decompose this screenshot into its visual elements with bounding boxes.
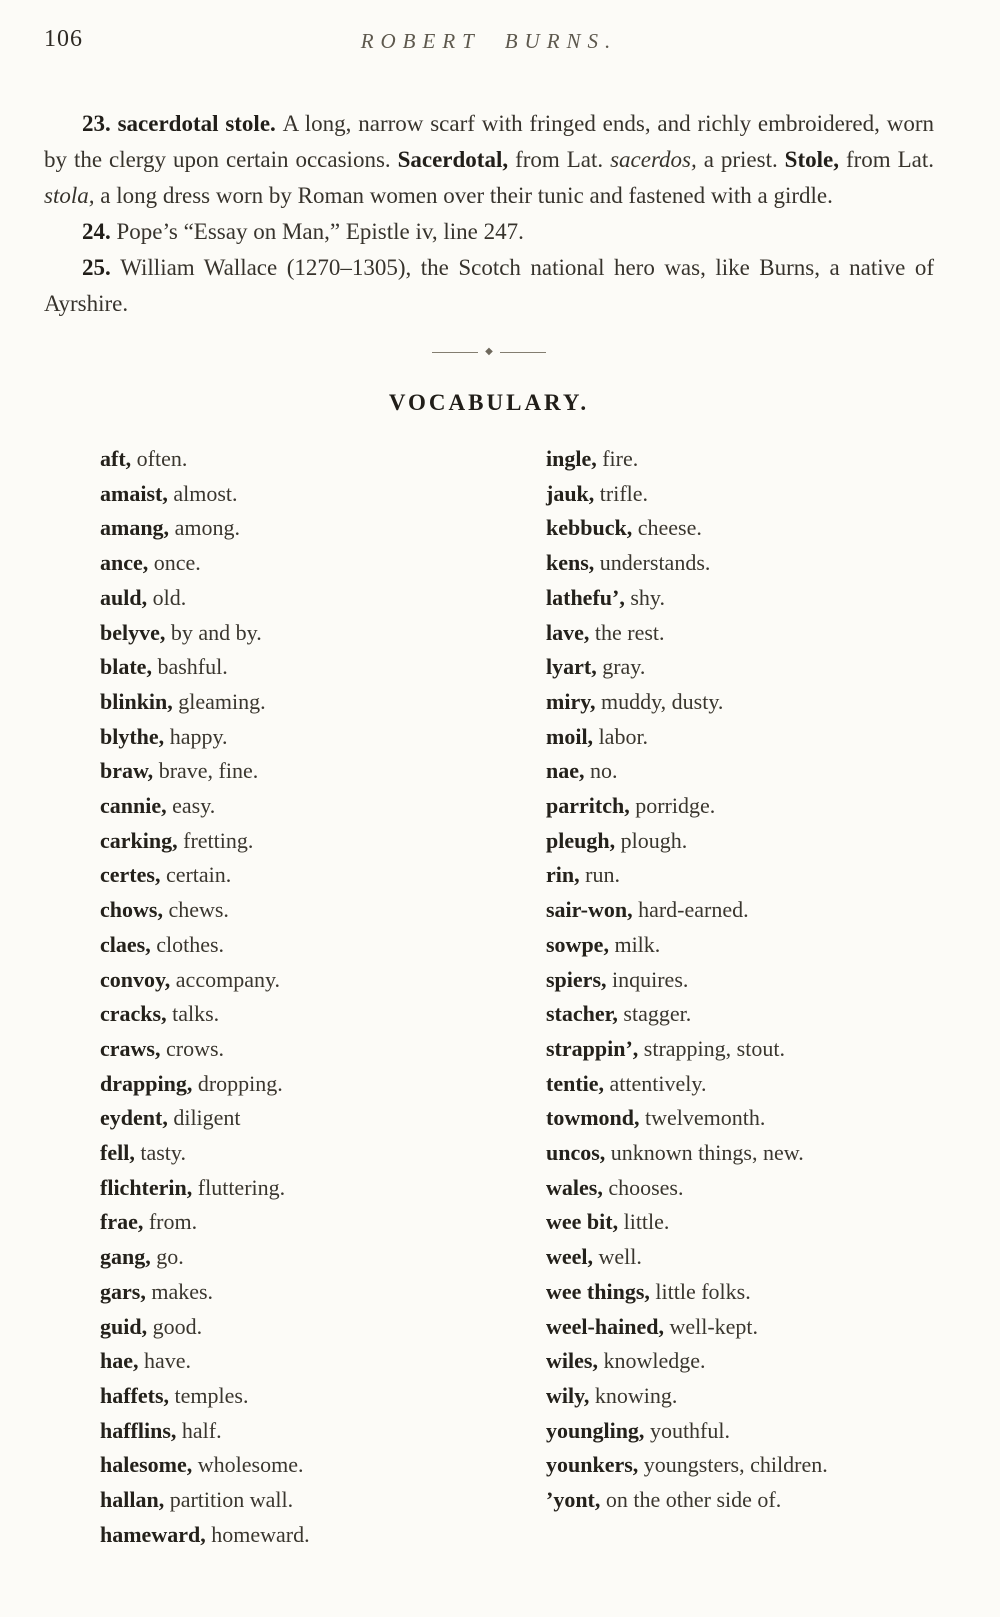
vocab-definition: temples. bbox=[174, 1382, 249, 1408]
vocabulary-columns bbox=[44, 442, 934, 1553]
vocab-term: miry, bbox=[546, 688, 596, 714]
vocab-entry bbox=[100, 1414, 490, 1449]
vocab-term: hallan, bbox=[100, 1487, 165, 1513]
vocab-definition: once. bbox=[153, 550, 201, 576]
notes-section bbox=[44, 106, 934, 322]
vocab-entry bbox=[100, 616, 490, 651]
vocab-entry bbox=[100, 1518, 490, 1553]
vocab-definition: half. bbox=[181, 1417, 222, 1443]
vocab-term: chows, bbox=[100, 897, 163, 923]
vocab-entry bbox=[100, 1379, 490, 1414]
vocab-term: stacher, bbox=[546, 1001, 618, 1027]
vocab-entry bbox=[100, 1310, 490, 1345]
vocab-entry bbox=[100, 442, 490, 477]
vocab-entry bbox=[100, 1171, 490, 1206]
vocab-term: frae, bbox=[100, 1209, 144, 1235]
vocab-definition: among. bbox=[174, 515, 240, 541]
vocab-entry bbox=[546, 1379, 934, 1414]
vocab-definition: on the other side of. bbox=[605, 1487, 782, 1513]
vocab-definition: by and by. bbox=[170, 619, 262, 645]
vocab-definition: understands. bbox=[599, 550, 711, 576]
vocab-definition: happy. bbox=[169, 723, 228, 749]
vocab-definition: cheese. bbox=[637, 515, 702, 541]
vocab-entry bbox=[100, 1344, 490, 1379]
vocab-entry bbox=[100, 1101, 490, 1136]
vocab-term: pleugh, bbox=[546, 827, 616, 853]
vocab-entry bbox=[100, 789, 490, 824]
vocab-entry bbox=[546, 754, 934, 789]
vocab-definition: gray. bbox=[602, 654, 646, 680]
divider-line bbox=[500, 352, 546, 353]
vocab-entry bbox=[546, 477, 934, 512]
vocab-term: rin, bbox=[546, 862, 580, 888]
vocab-definition: knowing. bbox=[594, 1382, 678, 1408]
note-text-segment: sacerdotal stole. bbox=[117, 111, 283, 136]
vocab-definition: plough. bbox=[620, 827, 688, 853]
vocab-term: braw, bbox=[100, 758, 154, 784]
note-text-segment: from Lat. bbox=[515, 147, 611, 172]
vocab-definition: well. bbox=[598, 1244, 642, 1270]
vocab-term: cannie, bbox=[100, 793, 167, 819]
vocab-definition: fire. bbox=[602, 446, 639, 471]
vocab-term: belyve, bbox=[100, 619, 166, 645]
vocab-definition: run. bbox=[585, 862, 620, 888]
vocab-definition: no. bbox=[590, 758, 618, 784]
vocab-entry bbox=[100, 1067, 490, 1102]
vocab-term: strappin’, bbox=[546, 1035, 639, 1061]
vocab-definition: attentively. bbox=[609, 1070, 707, 1096]
vocab-entry bbox=[546, 442, 934, 477]
vocab-entry bbox=[546, 1067, 934, 1102]
vocab-term: aft, bbox=[100, 446, 132, 471]
note-text-segment: sacerdos, bbox=[610, 147, 704, 172]
vocab-entry bbox=[546, 1344, 934, 1379]
vocab-definition: fluttering. bbox=[197, 1174, 286, 1200]
vocab-definition: old. bbox=[152, 584, 187, 610]
vocab-entry bbox=[546, 1483, 934, 1518]
vocab-entry bbox=[546, 511, 934, 546]
vocab-entry bbox=[546, 1448, 934, 1483]
note-text-segment: from Lat. bbox=[845, 147, 934, 172]
vocab-entry bbox=[546, 1275, 934, 1310]
vocab-term: blythe, bbox=[100, 723, 165, 749]
vocab-term: gang, bbox=[100, 1244, 151, 1270]
note-text-segment: A long, narrow scarf with fringed ends, and richly embroidered, worn by the clergy upon certain occasions. bbox=[44, 111, 934, 172]
vocab-term: wiles, bbox=[546, 1348, 598, 1374]
vocab-definition: accompany. bbox=[175, 966, 281, 992]
vocab-definition: muddy, dusty. bbox=[601, 688, 724, 714]
vocab-definition: wholesome. bbox=[197, 1452, 304, 1478]
note-text-segment: a priest. bbox=[703, 147, 785, 172]
vocab-term: lathefu’, bbox=[546, 584, 625, 610]
vocab-definition: from. bbox=[148, 1209, 198, 1235]
vocab-entry bbox=[100, 1483, 490, 1518]
vocab-definition: unknown things, new. bbox=[610, 1140, 804, 1166]
vocab-entry bbox=[546, 1240, 934, 1275]
vocab-term: ingle, bbox=[546, 446, 597, 471]
vocab-entry bbox=[546, 720, 934, 755]
vocab-entry bbox=[546, 685, 934, 720]
vocab-definition: trifle. bbox=[599, 480, 649, 506]
vocab-entry bbox=[100, 997, 490, 1032]
vocab-term: craws, bbox=[100, 1035, 161, 1061]
vocab-definition: chews. bbox=[168, 897, 229, 923]
vocab-definition: partition wall. bbox=[169, 1487, 294, 1513]
note-text-segment: stola, bbox=[44, 183, 101, 208]
vocab-definition: certain. bbox=[165, 862, 232, 888]
running-head bbox=[44, 26, 934, 64]
vocab-entry bbox=[546, 616, 934, 651]
vocab-term: jauk, bbox=[546, 480, 595, 506]
vocab-definition: dropping. bbox=[197, 1070, 283, 1096]
vocab-entry bbox=[100, 928, 490, 963]
note-text-segment: Stole, bbox=[784, 147, 846, 172]
vocab-definition: almost. bbox=[173, 480, 238, 506]
vocab-entry bbox=[100, 963, 490, 998]
vocab-definition: little folks. bbox=[655, 1278, 751, 1304]
vocab-term: drapping, bbox=[100, 1070, 193, 1096]
vocab-entry bbox=[546, 893, 934, 928]
vocab-definition: fretting. bbox=[183, 827, 254, 853]
vocab-entry bbox=[100, 1448, 490, 1483]
vocab-entry bbox=[546, 546, 934, 581]
vocab-entry bbox=[546, 997, 934, 1032]
vocab-entry bbox=[100, 720, 490, 755]
vocab-column-right bbox=[490, 442, 934, 1553]
vocab-term: sowpe, bbox=[546, 931, 609, 957]
vocab-entry bbox=[546, 1414, 934, 1449]
vocab-term: eydent, bbox=[100, 1105, 168, 1131]
vocab-definition: youthful. bbox=[649, 1417, 730, 1443]
vocab-term: lave, bbox=[546, 619, 590, 645]
vocab-definition: strapping, stout. bbox=[643, 1035, 785, 1061]
vocab-entry bbox=[546, 1101, 934, 1136]
running-title: ROBERT BURNS. bbox=[360, 29, 618, 53]
note-paragraph-24 bbox=[44, 214, 934, 250]
note-text-segment: William Wallace (1270–1305), the Scotch national hero was, like Burns, a native of Ayrshire. bbox=[44, 255, 934, 316]
note-paragraph-25 bbox=[44, 250, 934, 322]
vocab-definition: often. bbox=[136, 446, 188, 471]
vocab-entry bbox=[546, 1032, 934, 1067]
vocab-term: ance, bbox=[100, 550, 149, 576]
divider-line bbox=[432, 352, 478, 353]
vocab-definition: porridge. bbox=[635, 793, 716, 819]
note-text-segment: 23. bbox=[82, 111, 118, 136]
vocab-entry bbox=[546, 963, 934, 998]
vocab-definition: gleaming. bbox=[178, 688, 266, 714]
vocab-definition: talks. bbox=[172, 1001, 220, 1027]
vocab-entry bbox=[100, 650, 490, 685]
vocabulary-title: VOCABULARY. bbox=[388, 390, 590, 415]
vocab-term: younkers, bbox=[546, 1452, 639, 1478]
vocab-term: flichterin, bbox=[100, 1174, 193, 1200]
vocab-entry bbox=[100, 1275, 490, 1310]
vocab-entry bbox=[546, 928, 934, 963]
vocab-entry bbox=[100, 824, 490, 859]
vocab-term: fell, bbox=[100, 1140, 135, 1166]
vocab-term: lyart, bbox=[546, 654, 597, 680]
vocab-entry bbox=[546, 1205, 934, 1240]
vocab-entry bbox=[100, 1136, 490, 1171]
vocab-definition: hard-earned. bbox=[638, 897, 749, 923]
vocab-entry bbox=[546, 1310, 934, 1345]
vocab-definition: crows. bbox=[165, 1035, 225, 1061]
note-text-segment: 24. bbox=[82, 219, 117, 244]
vocab-term: blate, bbox=[100, 654, 152, 680]
vocab-definition: clothes. bbox=[156, 931, 225, 957]
vocab-entry bbox=[100, 546, 490, 581]
vocab-column-left bbox=[44, 442, 490, 1553]
vocab-definition: youngsters, children. bbox=[643, 1452, 828, 1478]
vocab-entry bbox=[100, 581, 490, 616]
vocab-term: wee things, bbox=[546, 1278, 650, 1304]
vocab-term: ’yont, bbox=[546, 1487, 601, 1513]
vocab-entry bbox=[100, 1205, 490, 1240]
vocab-definition: twelvemonth. bbox=[645, 1105, 766, 1131]
vocab-definition: easy. bbox=[172, 793, 216, 819]
vocab-entry bbox=[546, 1171, 934, 1206]
vocab-entry bbox=[100, 754, 490, 789]
vocab-term: sair-won, bbox=[546, 897, 633, 923]
vocab-term: weel, bbox=[546, 1244, 594, 1270]
vocab-term: youngling, bbox=[546, 1417, 645, 1443]
vocab-definition: homeward. bbox=[211, 1521, 310, 1547]
vocab-entry bbox=[546, 858, 934, 893]
vocab-term: blinkin, bbox=[100, 688, 173, 714]
vocab-term: haffets, bbox=[100, 1382, 170, 1408]
vocab-entry bbox=[100, 477, 490, 512]
section-divider bbox=[44, 344, 934, 360]
vocab-term: gars, bbox=[100, 1278, 146, 1304]
vocab-term: hae, bbox=[100, 1348, 139, 1374]
vocab-term: towmond, bbox=[546, 1105, 640, 1131]
vocab-term: uncos, bbox=[546, 1140, 606, 1166]
vocab-term: tentie, bbox=[546, 1070, 605, 1096]
vocab-entry bbox=[100, 1240, 490, 1275]
vocab-term: weel-hained, bbox=[546, 1313, 664, 1339]
vocab-entry bbox=[100, 893, 490, 928]
vocab-term: wee bit, bbox=[546, 1209, 619, 1235]
vocab-term: guid, bbox=[100, 1313, 148, 1339]
vocab-term: certes, bbox=[100, 862, 161, 888]
note-text-segment: Sacerdotal, bbox=[397, 147, 516, 172]
note-text-segment: 25. bbox=[82, 255, 121, 280]
vocab-entry bbox=[100, 1032, 490, 1067]
vocab-definition: go. bbox=[156, 1244, 184, 1270]
vocab-definition: have. bbox=[144, 1348, 192, 1374]
vocab-definition: bashful. bbox=[157, 654, 228, 680]
vocab-term: convoy, bbox=[100, 966, 171, 992]
vocab-term: kebbuck, bbox=[546, 515, 633, 541]
vocab-term: spiers, bbox=[546, 966, 607, 992]
vocab-term: auld, bbox=[100, 584, 148, 610]
note-text-segment: Pope’s “Essay on Man,” Epistle iv, line 247. bbox=[116, 219, 524, 244]
vocab-entry bbox=[546, 581, 934, 616]
vocab-entry bbox=[546, 824, 934, 859]
vocab-definition: well-kept. bbox=[669, 1313, 759, 1339]
vocab-term: parritch, bbox=[546, 793, 630, 819]
vocab-entry bbox=[546, 1136, 934, 1171]
page-number: 106 bbox=[44, 26, 83, 52]
vocab-entry bbox=[100, 858, 490, 893]
vocab-term: amang, bbox=[100, 515, 170, 541]
vocab-entry bbox=[100, 685, 490, 720]
vocab-definition: diligent bbox=[173, 1105, 241, 1131]
vocab-definition: tasty. bbox=[140, 1140, 186, 1166]
vocab-term: amaist, bbox=[100, 480, 168, 506]
vocab-definition: the rest. bbox=[594, 619, 665, 645]
vocab-term: nae, bbox=[546, 758, 585, 784]
note-paragraph-23 bbox=[44, 106, 934, 214]
vocab-entry bbox=[546, 789, 934, 824]
vocab-definition: good. bbox=[152, 1313, 203, 1339]
vocab-definition: labor. bbox=[598, 723, 649, 749]
vocab-definition: inquires. bbox=[612, 966, 689, 992]
vocab-term: cracks, bbox=[100, 1001, 167, 1027]
vocab-definition: brave, fine. bbox=[158, 758, 259, 784]
vocab-term: wales, bbox=[546, 1174, 603, 1200]
vocab-definition: little. bbox=[623, 1209, 670, 1235]
note-text-segment: a long dress worn by Roman women over their tunic and fastened with a girdle. bbox=[100, 183, 833, 208]
vocab-definition: stagger. bbox=[623, 1001, 692, 1027]
vocab-entry bbox=[546, 650, 934, 685]
vocab-term: claes, bbox=[100, 931, 151, 957]
vocab-definition: milk. bbox=[614, 931, 661, 957]
vocab-entry bbox=[100, 511, 490, 546]
vocab-definition: shy. bbox=[630, 584, 665, 610]
vocab-definition: chooses. bbox=[608, 1174, 684, 1200]
vocab-definition: knowledge. bbox=[603, 1348, 706, 1374]
vocab-definition: makes. bbox=[151, 1278, 214, 1304]
vocab-term: hameward, bbox=[100, 1521, 206, 1547]
divider-ornament-icon: ◆ bbox=[485, 346, 493, 357]
vocab-term: wily, bbox=[546, 1382, 590, 1408]
vocab-term: hafflins, bbox=[100, 1417, 177, 1443]
vocab-term: halesome, bbox=[100, 1452, 193, 1478]
vocab-term: carking, bbox=[100, 827, 178, 853]
vocab-term: kens, bbox=[546, 550, 595, 576]
vocab-term: moil, bbox=[546, 723, 594, 749]
